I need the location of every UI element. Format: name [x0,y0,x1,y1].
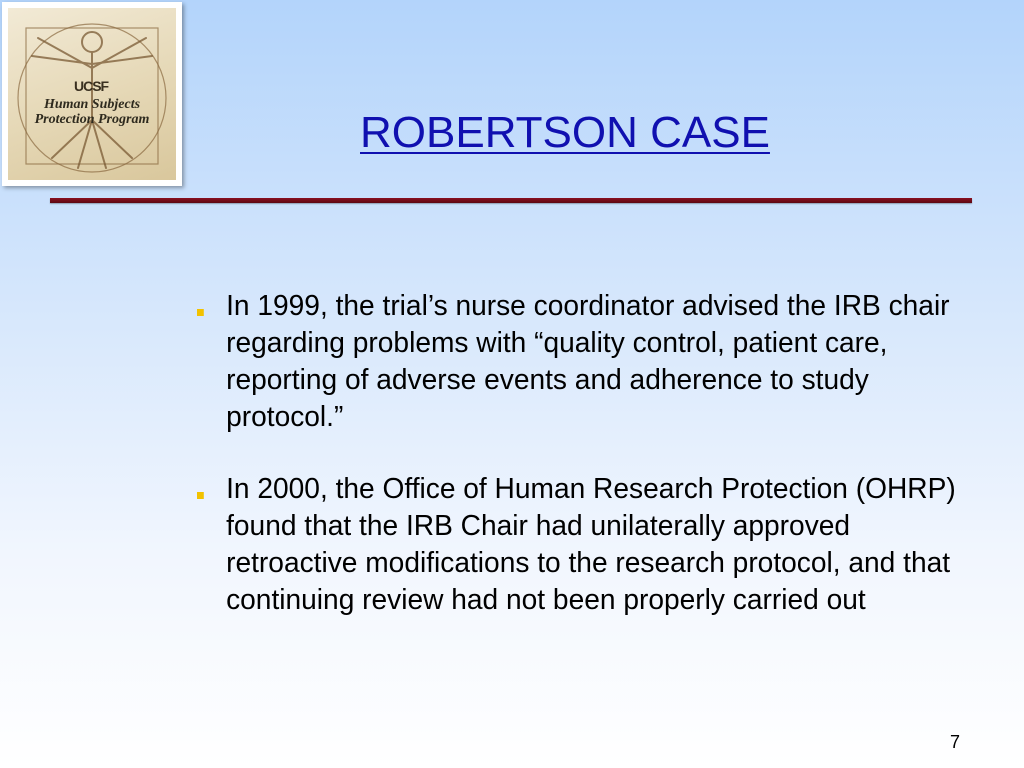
title-container [360,108,840,168]
logo-badge [8,8,176,180]
bullet-square-icon [197,492,204,499]
logo-text-line2: Protection Program [34,112,150,127]
bullet-item [197,288,973,436]
logo-text-line1: Human Subjects [43,97,141,112]
bullet-text: In 1999, the trial’s nurse coordinator advised the IRB chair regarding problems with “quality control, patient care, reporting of adverse events and adherence to study protocol.” [226,290,950,433]
bullet-text: In 2000, the Office of Human Research Protection (OHRP) found that the IRB Chair had unilaterally approved retroactive modifications to the research protocol, and that continuing review had not been properly carried out [226,473,956,616]
title-divider [50,198,972,203]
bullet-square-icon [197,309,204,316]
bullet-list [197,288,997,654]
vitruvian-man-icon [8,8,176,180]
logo-brand: UCSF [74,78,109,94]
slide-title: ROBERTSON CASE [360,108,770,157]
page-number: 7 [949,732,960,752]
logo [2,2,182,186]
bullet-item [197,471,973,619]
